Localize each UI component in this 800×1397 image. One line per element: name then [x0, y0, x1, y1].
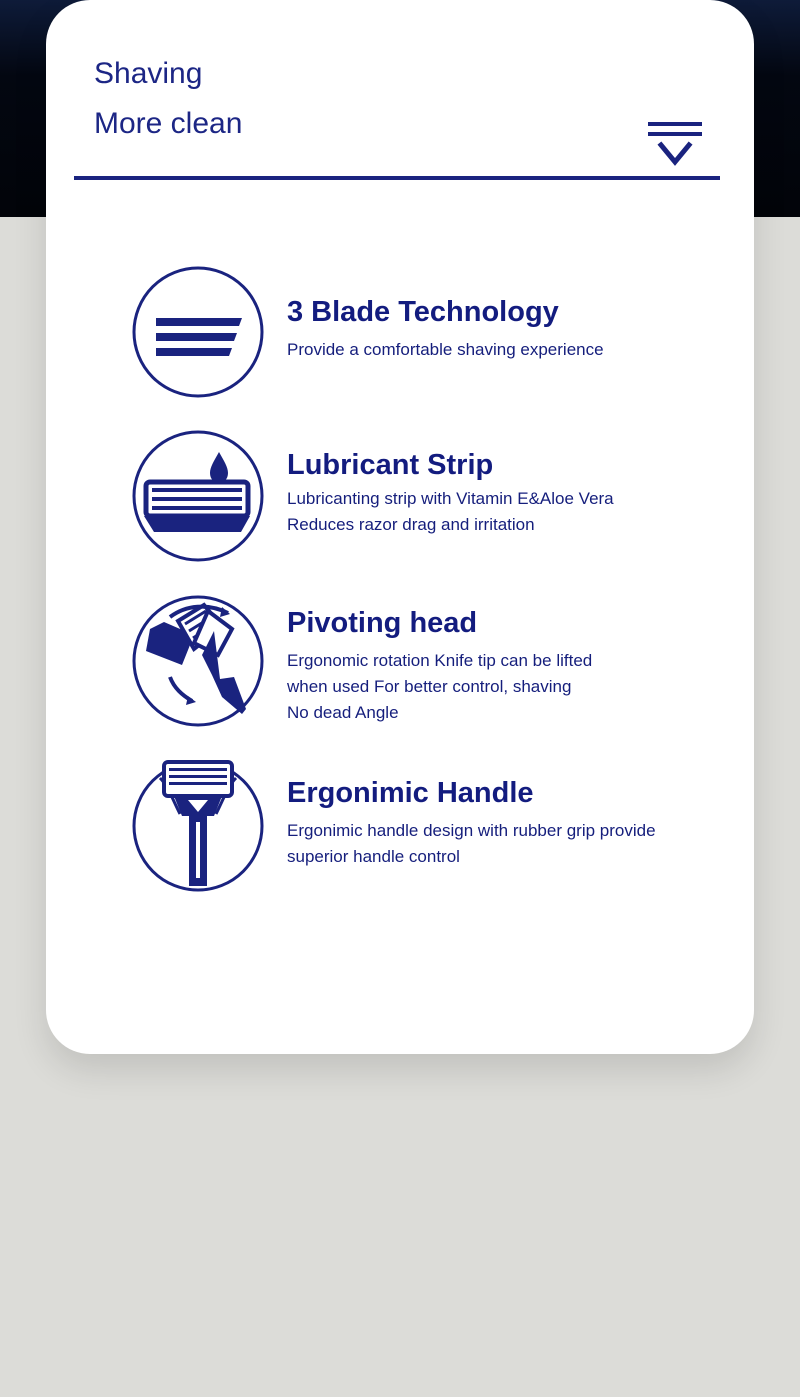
three-blades-icon — [130, 264, 266, 400]
feature-description — [287, 337, 677, 363]
feature-item-pivoting-head — [130, 593, 690, 729]
feature-title: Lubricant Strip — [287, 449, 494, 481]
feature-card — [46, 0, 754, 1054]
feature-description — [287, 486, 677, 538]
header-divider — [74, 176, 720, 180]
header-title-line-1: Shaving — [94, 57, 203, 90]
feature-description — [287, 818, 677, 870]
feature-title: Pivoting head — [287, 607, 478, 639]
feature-item-3-blade-technology — [130, 264, 690, 400]
feature-description-line: Lubricanting strip with Vitamin E&Aloe Vera — [287, 489, 614, 508]
feature-description-line: Provide a comfortable shaving experience — [287, 340, 604, 359]
feature-description — [287, 648, 677, 726]
feature-description-line: No dead Angle — [287, 703, 399, 722]
menu-toggle-icon[interactable] — [648, 120, 704, 168]
feature-list — [130, 264, 690, 904]
card-header — [94, 52, 720, 179]
feature-title: 3 Blade Technology — [287, 296, 559, 328]
feature-title: Ergonimic Handle — [287, 777, 534, 809]
header-title-line-2: More clean — [94, 107, 243, 140]
feature-item-lubricant-strip — [130, 428, 690, 564]
feature-description-line: when used For better control, shaving — [287, 677, 572, 696]
pivoting-head-icon — [130, 593, 266, 729]
feature-description-line: Ergonimic handle design with rubber grip provide — [287, 821, 656, 840]
feature-description-line: Ergonomic rotation Knife tip can be lifted — [287, 651, 593, 670]
ergonomic-handle-icon — [130, 758, 266, 894]
lubricant-strip-icon — [130, 428, 266, 564]
feature-description-line: superior handle control — [287, 847, 460, 866]
feature-item-ergonomic-handle — [130, 758, 690, 894]
feature-description-line: Reduces razor drag and irritation — [287, 515, 535, 534]
